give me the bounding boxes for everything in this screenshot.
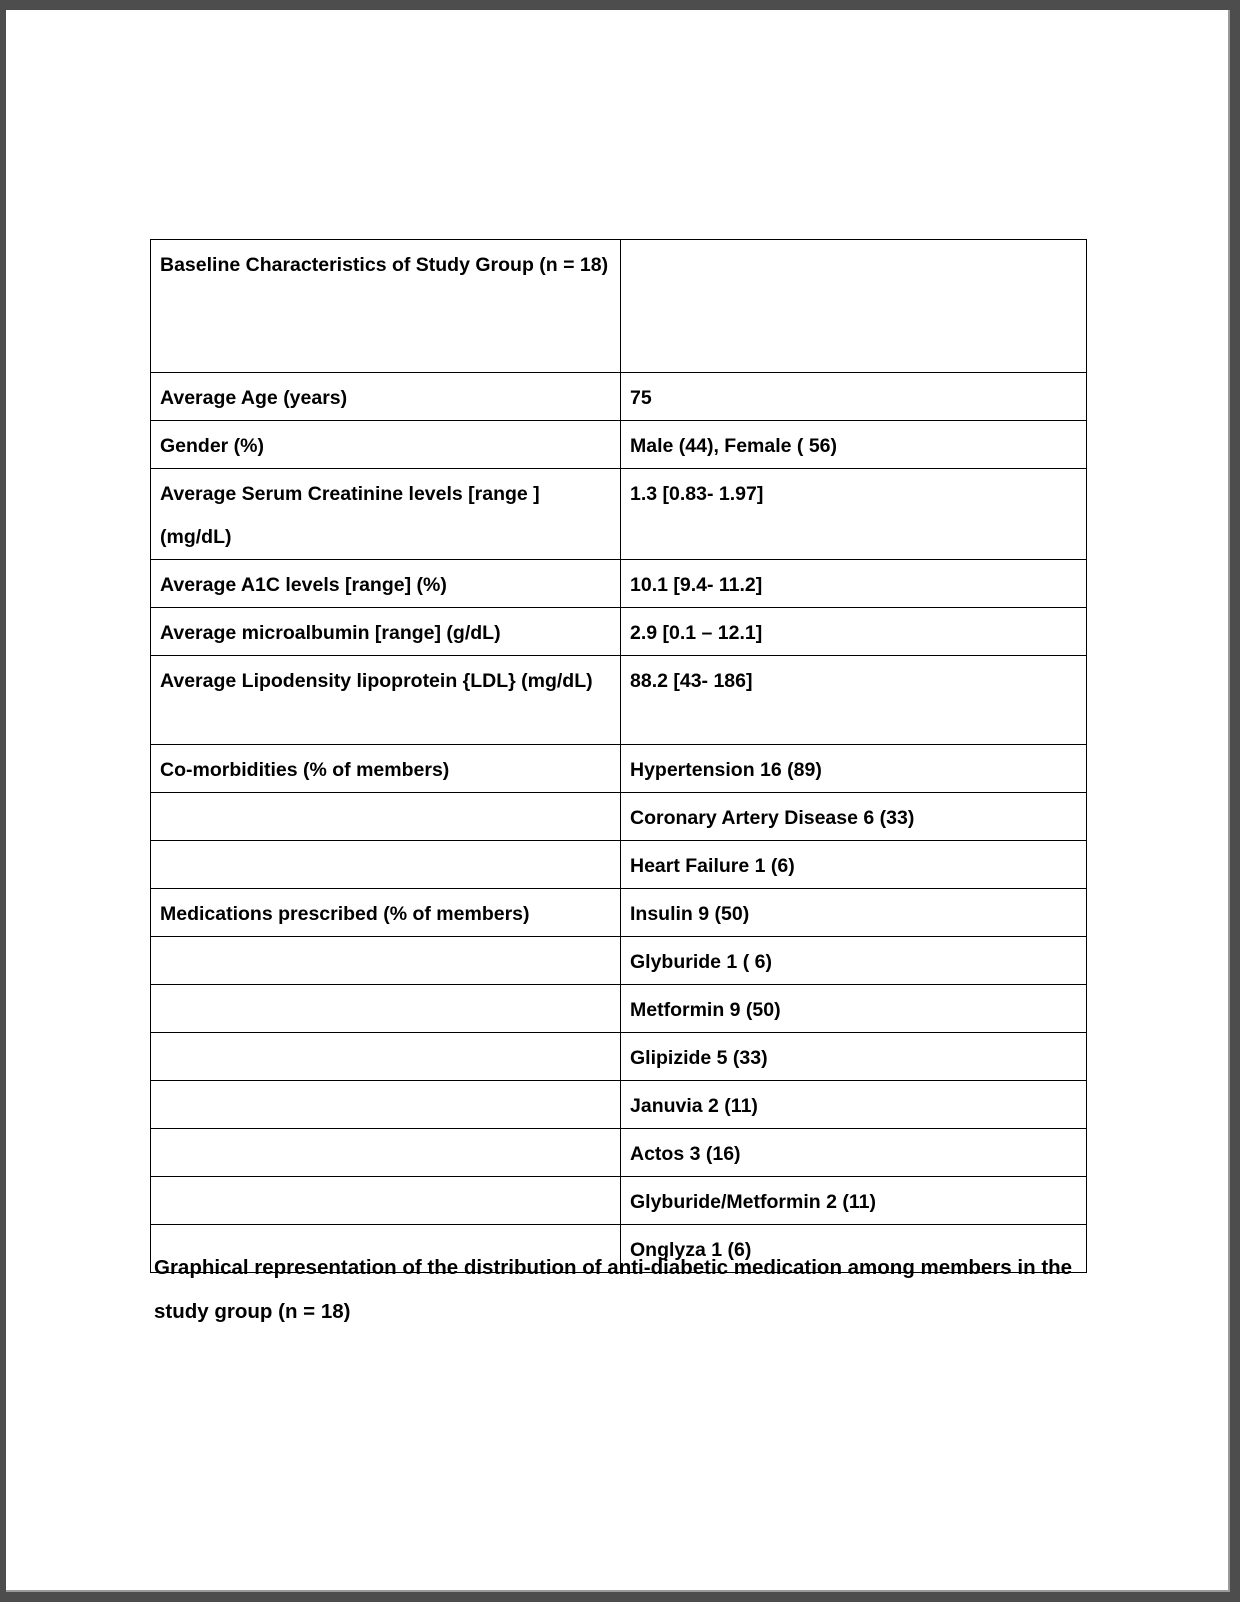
figure-caption: Graphical representation of the distribution of anti-diabetic medication among members in the study group (n = 18) (154, 1256, 1073, 1323)
table-row (151, 421, 1087, 469)
table-row (151, 889, 1087, 937)
table-row (151, 937, 1087, 985)
table-row (151, 841, 1087, 889)
row-label: Average Age (years) (151, 373, 621, 421)
table-row (151, 1129, 1087, 1177)
document-page (6, 10, 1230, 1592)
row-value: 2.9 [0.1 – 12.1] (621, 608, 1087, 656)
row-value: Male (44), Female ( 56) (621, 421, 1087, 469)
table-row (151, 1033, 1087, 1081)
row-label: Baseline Characteristics of Study Group (n = 18) (151, 240, 621, 373)
row-value: 10.1 [9.4- 11.2] (621, 560, 1087, 608)
row-label (151, 793, 621, 841)
row-value: Insulin 9 (50) (621, 889, 1087, 937)
row-label (151, 1033, 621, 1081)
table-row (151, 656, 1087, 745)
row-value: Glyburide 1 ( 6) (621, 937, 1087, 985)
table-row (151, 1081, 1087, 1129)
table-row (151, 240, 1087, 373)
row-label: Average microalbumin [range] (g/dL) (151, 608, 621, 656)
row-value: Coronary Artery Disease 6 (33) (621, 793, 1087, 841)
row-label (151, 1129, 621, 1177)
row-value: Januvia 2 (11) (621, 1081, 1087, 1129)
row-value: 88.2 [43- 186] (621, 656, 1087, 745)
row-value: 1.3 [0.83- 1.97] (621, 469, 1087, 560)
row-value: Glipizide 5 (33) (621, 1033, 1087, 1081)
row-value: Heart Failure 1 (6) (621, 841, 1087, 889)
table-row (151, 1177, 1087, 1225)
baseline-characteristics-table (150, 239, 1087, 1273)
row-label (151, 937, 621, 985)
table-row (151, 608, 1087, 656)
table-row (151, 373, 1087, 421)
row-value: Glyburide/Metformin 2 (11) (621, 1177, 1087, 1225)
row-label (151, 841, 621, 889)
row-value: Actos 3 (16) (621, 1129, 1087, 1177)
row-label (151, 1177, 621, 1225)
row-value: Onglyza 1 (6) (621, 1225, 1087, 1273)
row-value: Metformin 9 (50) (621, 985, 1087, 1033)
table-row (151, 793, 1087, 841)
table-row (151, 469, 1087, 560)
row-label: Average A1C levels [range] (%) (151, 560, 621, 608)
table-row (151, 745, 1087, 793)
row-label (151, 1081, 621, 1129)
row-value (621, 240, 1087, 373)
row-label: Average Serum Creatinine levels [range ](mg/dL) (151, 469, 621, 560)
row-label: Medications prescribed (% of members) (151, 889, 621, 937)
row-label: Average Lipodensity lipoprotein {LDL} (mg/dL) (151, 656, 621, 745)
table-row (151, 985, 1087, 1033)
row-label: Gender (%) (151, 421, 621, 469)
table-row (151, 560, 1087, 608)
row-value: Hypertension 16 (89) (621, 745, 1087, 793)
row-label: Co-morbidities (% of members) (151, 745, 621, 793)
row-label (151, 985, 621, 1033)
row-value: 75 (621, 373, 1087, 421)
